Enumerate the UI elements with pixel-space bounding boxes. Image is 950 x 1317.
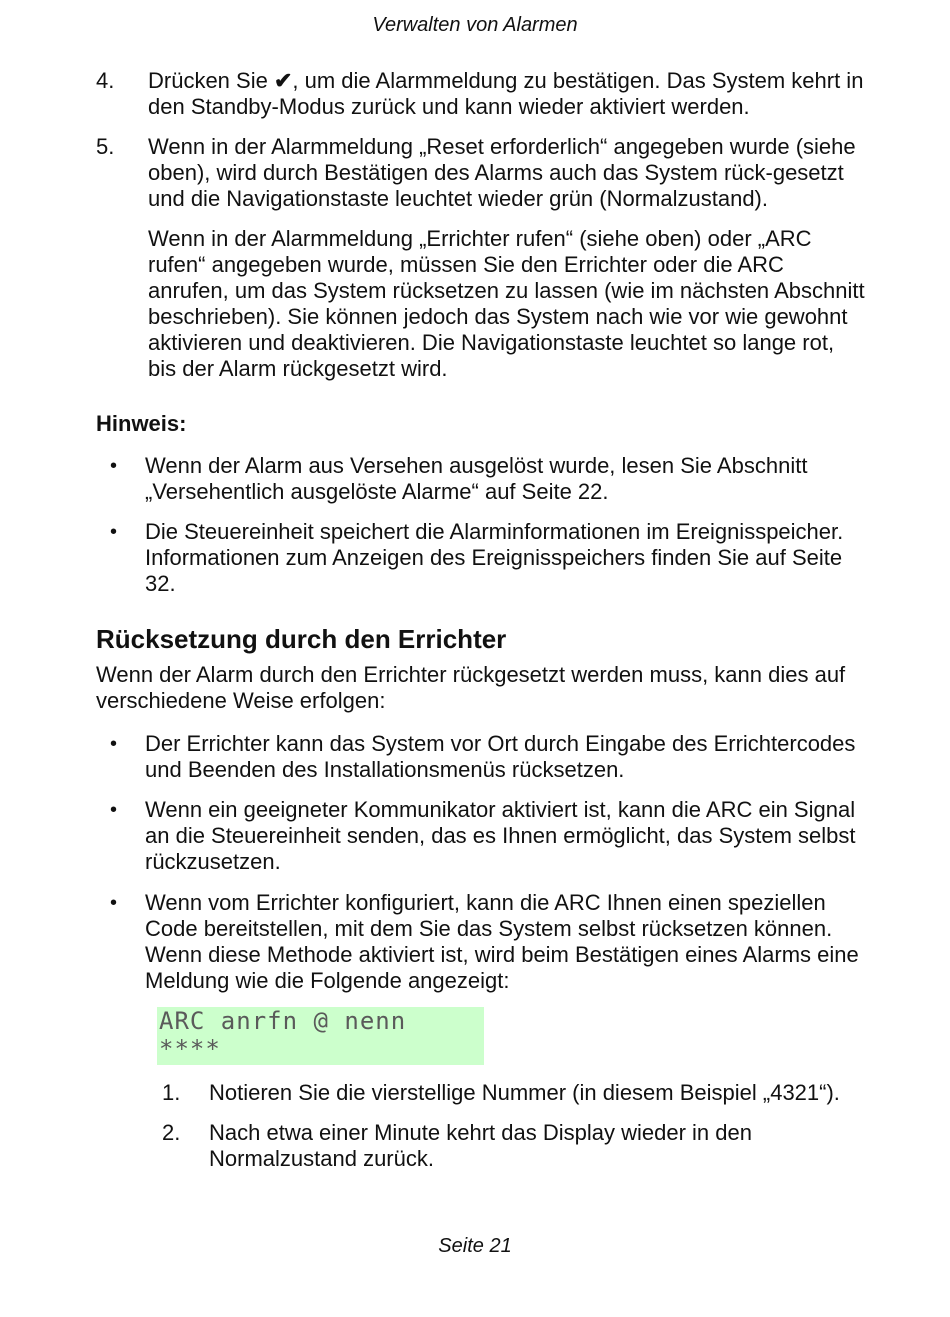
bullet-text: Wenn der Alarm aus Versehen ausgelöst wurde, lesen Sie Abschnitt „Versehentlich ausgelöste Alarme“ auf Seite 22. <box>145 453 808 504</box>
step-text <box>148 68 866 120</box>
substep-2 <box>162 1120 862 1172</box>
step-5-followup: Wenn in der Alarmmeldung „Errichter rufen“ (siehe oben) oder „ARC rufen“ angegeben wurde, müssen Sie den Errichter oder die ARC anrufen, um das System rücksetzen zu lassen (wie im nächsten Abschnitt beschrieben). Sie können jedoch das System nach wie vor wie gewohnt aktivieren und deaktivieren. Die Navigationstaste leuchtet so lange rot, bis der Alarm rückgesetzt wird. <box>148 226 865 381</box>
bullet-icon: • <box>110 733 118 755</box>
step-text-before: Drücken Sie <box>148 68 274 93</box>
step-text-after: , um die Alarmmeldung zu bestätigen. Das System kehrt in den Standby-Modus zurück und kann wieder aktiviert werden. <box>148 68 864 119</box>
bullet-text: Die Steuereinheit speichert die Alarminformationen im Ereignisspeicher. Informationen zum Anzeigen des Ereignisspeichers finden Sie auf Seite 32. <box>145 519 844 596</box>
running-header: Verwalten von Alarmen <box>372 14 578 36</box>
substep-1 <box>162 1080 862 1106</box>
section-bullet <box>110 797 870 875</box>
lcd-line-2: **** <box>159 1035 221 1063</box>
note-bullet <box>110 453 870 505</box>
step-number: 4. <box>96 68 115 93</box>
step-number: 5. <box>96 134 115 159</box>
substep-number: 2. <box>162 1120 181 1145</box>
substep-text: Nach etwa einer Minute kehrt das Display wieder in den Normalzustand zurück. <box>209 1120 752 1171</box>
lcd-line-1: ARC anrfn @ nenn <box>159 1007 407 1035</box>
step-4 <box>96 68 866 120</box>
note-bullet <box>110 519 870 597</box>
note-label: Hinweis: <box>96 411 187 436</box>
bullet-icon: • <box>110 892 118 914</box>
page-number: Seite 21 <box>438 1235 512 1257</box>
step-text: Wenn in der Alarmmeldung „Reset erforderlich“ angegeben wurde (siehe oben), wird durch Bestätigen des Alarms auch das System rück-gesetzt und die Navigationstaste leuchtet wieder grün (Normalzustand). <box>148 134 856 211</box>
bullet-icon: • <box>110 799 118 821</box>
bullet-text: Wenn ein geeigneter Kommunikator aktiviert ist, kann die ARC ein Signal an die Steuereinheit senden, das es Ihnen ermöglicht, das System selbst rückzusetzen. <box>145 797 856 874</box>
section-intro: Wenn der Alarm durch den Errichter rückgesetzt werden muss, kann dies auf verschiedene Weise erfolgen: <box>96 662 846 713</box>
substep-number: 1. <box>162 1080 181 1105</box>
bullet-icon: • <box>110 521 118 543</box>
bullet-text: Der Errichter kann das System vor Ort durch Eingabe des Errichtercodes und Beenden des Installationsmenüs rücksetzen. <box>145 731 856 782</box>
checkmark-icon: ✔ <box>273 68 293 93</box>
substep-text: Notieren Sie die vierstellige Nummer (in diesem Beispiel „4321“). <box>209 1080 840 1105</box>
lcd-display <box>157 1007 484 1065</box>
section-bullet <box>110 731 870 783</box>
section-bullet <box>110 890 870 994</box>
section-heading: Rücksetzung durch den Errichter <box>96 624 507 654</box>
step-5 <box>96 134 866 212</box>
bullet-text: Wenn vom Errichter konfiguriert, kann die ARC Ihnen einen speziellen Code bereitstellen, mit dem Sie das System selbst rücksetzen können. Wenn diese Methode aktiviert ist, wird beim Bestätigen eines Alarms eine Meldung wie die Folgende angezeigt: <box>145 890 859 993</box>
bullet-icon: • <box>110 455 118 477</box>
